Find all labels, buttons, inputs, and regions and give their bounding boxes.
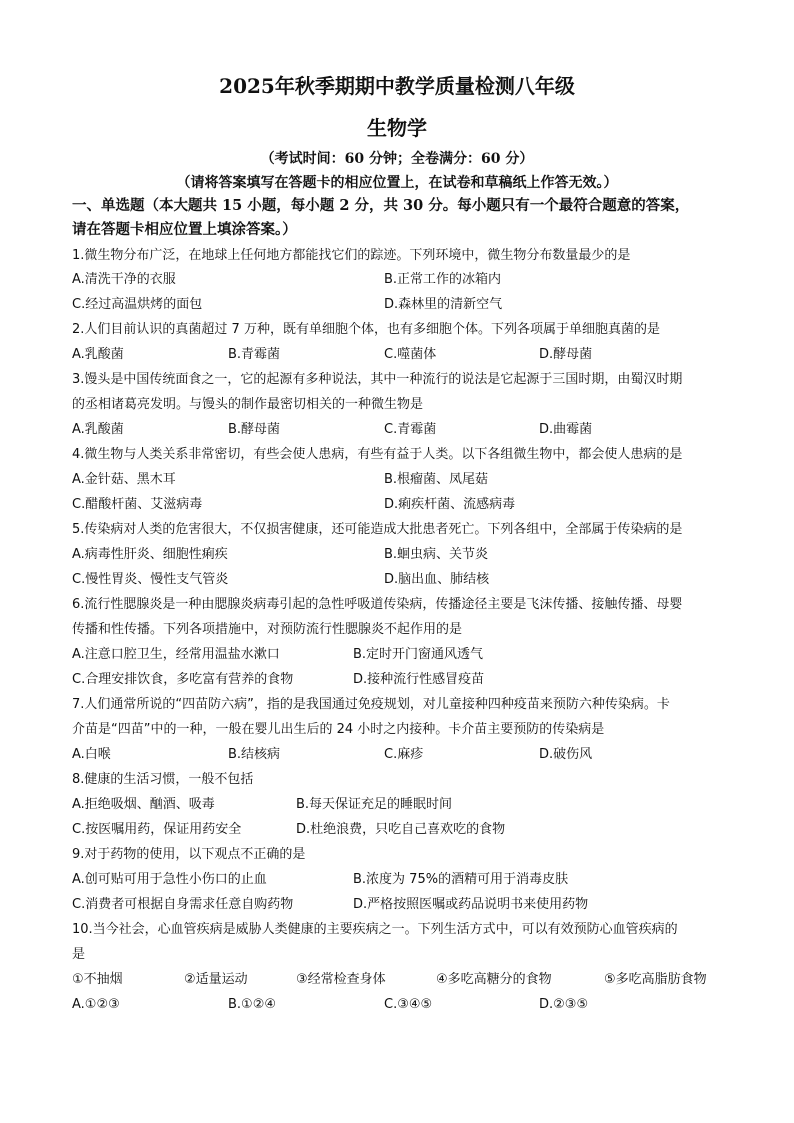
question-4-option-c: C.醋酸杆菌、艾滋病毒 [72, 497, 203, 512]
question-6-options-row-2 [72, 668, 732, 692]
question-3-option-d: D.曲霉菌 [539, 422, 593, 437]
question-7-options-row [72, 743, 732, 767]
question-1-option-d: D.森林里的清新空气 [384, 297, 503, 312]
question-1-option-a: A.清洗干净的衣服 [72, 272, 176, 287]
question-1-option-c: C.经过高温烘烤的面包 [72, 297, 203, 312]
question-3-stem-line-1: 3.馒头是中国传统面食之一，它的起源有多种说法，其中一种流行的说法是它起源于三国时期，由蜀汉时期 [72, 372, 683, 387]
question-7-stem-line-1: 7.人们通常所说的“四苗防六病”，指的是我国通过免疫规划，对儿童接种四种疫苗来预防六种传染病。卡 [72, 697, 670, 712]
question-6-stem-line-2: 传播和性传播。下列各项措施中，对预防流行性腮腺炎不起作用的是 [72, 622, 463, 637]
question-6-option-c: C.合理安排饮食，多吃富有营养的食物 [72, 672, 294, 687]
question-5-stem: 5.传染病对人类的危害很大，不仅损害健康，还可能造成大批患者死亡。下列各组中，全部属于传染病的是 [72, 522, 683, 537]
question-10-stem-line-1: 10.当今社会，心血管疾病是威胁人类健康的主要疾病之一。下列生活方式中，可以有效预防心血管疾病的 [72, 922, 678, 937]
question-10-option-d: D.②③⑤ [539, 997, 589, 1012]
question-4-option-a: A.金针菇、黑木耳 [72, 472, 176, 487]
question-10-items-row [72, 968, 732, 992]
question-4-option-b: B.根瘤菌、凤尾菇 [384, 472, 489, 487]
question-3-option-c: C.青霉菌 [384, 422, 437, 437]
question-9-option-a: A.创可贴可用于急性小伤口的止血 [72, 872, 267, 887]
answer-notice: （请将答案填写在答题卡的相应位置上，在试卷和草稿纸上作答无效。） [176, 175, 618, 191]
question-5-option-c: C.慢性胃炎、慢性支气管炎 [72, 572, 229, 587]
question-2-options-row [72, 343, 732, 367]
question-5-option-a: A.病毒性肝炎、细胞性痢疾 [72, 547, 228, 562]
question-1-option-b: B.正常工作的冰箱内 [384, 272, 502, 287]
question-3-option-b: B.酵母菌 [228, 422, 281, 437]
question-10-stem-line-2: 是 [72, 947, 86, 962]
question-10-item-2: ②适量运动 [184, 972, 248, 987]
question-1-stem: 1.微生物分布广泛，在地球上任何地方都能找它们的踪迹。下列环境中，微生物分布数量最少的是 [72, 248, 631, 263]
question-4-option-d: D.痢疾杆菌、流感病毒 [384, 497, 516, 512]
question-6-option-a: A.注意口腔卫生，经常用温盐水漱口 [72, 647, 280, 662]
question-8-option-a: A.拒绝吸烟、酗酒、吸毒 [72, 797, 215, 812]
question-5-option-b: B.蛔虫病、关节炎 [384, 547, 489, 562]
question-6-stem-line-1: 6.流行性腮腺炎是一种由腮腺炎病毒引起的急性呼吸道传染病，传播途径主要是飞沫传播、接触传播、母婴 [72, 597, 683, 612]
question-8-options-row-1 [72, 793, 732, 817]
question-7-option-d: D.破伤风 [539, 747, 593, 762]
question-8-option-d: D.杜绝浪费，只吃自己喜欢吃的食物 [296, 822, 506, 837]
question-10-option-b: B.①②④ [228, 997, 277, 1012]
question-9-stem: 9.对于药物的使用，以下观点不正确的是 [72, 847, 306, 862]
question-8-options-row-2 [72, 818, 732, 842]
question-10-item-3: ③经常检查身体 [296, 972, 386, 987]
question-5-options-row-1 [72, 543, 732, 567]
question-6-options-row-1 [72, 643, 732, 667]
subject-title: 生物学 [367, 116, 427, 140]
question-3-option-a: A.乳酸菌 [72, 422, 124, 437]
question-4-options-row-1 [72, 468, 732, 492]
question-10-option-c: C.③④⑤ [384, 997, 433, 1012]
question-7-option-a: A.白喉 [72, 747, 111, 762]
question-10-options-row [72, 993, 732, 1017]
question-2-option-d: D.酵母菌 [539, 347, 593, 362]
question-10-item-5: ⑤多吃高脂肪食物 [604, 972, 707, 987]
question-7-option-b: B.结核病 [228, 747, 281, 762]
question-4-options-row-2 [72, 493, 732, 517]
question-10-item-1: ①不抽烟 [72, 972, 123, 987]
question-10-option-a: A.①②③ [72, 997, 120, 1012]
question-7-option-c: C.麻疹 [384, 747, 424, 762]
exam-info: （考试时间：60 分钟；全卷满分：60 分） [260, 151, 534, 167]
exam-title: 2025年秋季期期中教学质量检测八年级 [219, 74, 575, 98]
section-line-2: 请在答题卡相应位置上填涂答案。） [72, 221, 297, 238]
question-10-item-4: ④多吃高糖分的食物 [436, 972, 552, 987]
question-9-option-d: D.严格按照医嘱或药品说明书来使用药物 [353, 897, 589, 912]
question-2-stem: 2.人们目前认识的真菌超过 7 万种，既有单细胞个体，也有多细胞个体。下列各项属于单细胞真菌的是 [72, 322, 660, 337]
question-5-options-row-2 [72, 568, 732, 592]
question-1-options-row-2 [72, 293, 732, 317]
question-8-option-b: B.每天保证充足的睡眠时间 [296, 797, 453, 812]
question-8-stem: 8.健康的生活习惯，一般不包括 [72, 772, 254, 787]
section-single-choice-header [72, 194, 732, 242]
question-4-stem: 4.微生物与人类关系非常密切，有些会使人患病，有些有益于人类。以下各组微生物中，都会使人患病的是 [72, 447, 683, 462]
question-9-options-row-1 [72, 868, 732, 892]
question-9-option-c: C.消费者可根据自身需求任意自购药物 [72, 897, 294, 912]
question-8-option-c: C.按医嘱用药，保证用药安全 [72, 822, 242, 837]
question-6-option-d: D.接种流行性感冒疫苗 [353, 672, 485, 687]
question-3-stem-line-2: 的丞相诸葛亮发明。与馒头的制作最密切相关的一种微生物是 [72, 397, 424, 412]
section-line-1: 一、单选题（本大题共 15 小题，每小题 2 分，共 30 分。每小题只有一个最符合题意的答案， [72, 197, 690, 214]
question-5-option-d: D.脑出血、肺结核 [384, 572, 490, 587]
question-6-option-b: B.定时开门窗通风透气 [353, 647, 484, 662]
question-3-options-row [72, 418, 732, 442]
question-7-stem-line-2: 介苗是“四苗”中的一种，一般在婴儿出生后的 24 小时之内接种。卡介苗主要预防的传染病是 [72, 722, 605, 737]
question-2-option-a: A.乳酸菌 [72, 347, 124, 362]
question-1-options-row-1 [72, 268, 732, 292]
question-2-option-c: C.噬菌体 [384, 347, 437, 362]
question-9-options-row-2 [72, 893, 732, 917]
question-9-option-b: B.浓度为 75%的酒精可用于消毒皮肤 [353, 872, 569, 887]
question-2-option-b: B.青霉菌 [228, 347, 281, 362]
